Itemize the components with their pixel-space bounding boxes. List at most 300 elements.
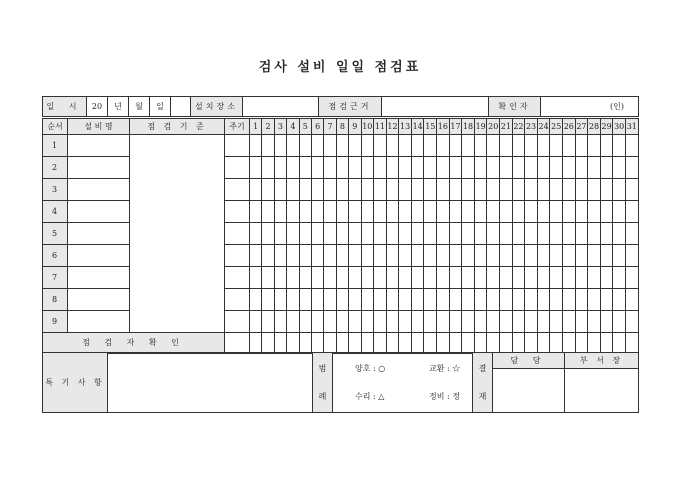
day-cell[interactable] (550, 223, 563, 245)
day-cell[interactable] (324, 267, 336, 289)
inspector-day-cell[interactable] (575, 333, 588, 354)
day-cell[interactable] (386, 245, 399, 267)
day-cell[interactable] (437, 179, 450, 201)
day-cell[interactable] (550, 289, 563, 311)
day-cell[interactable] (575, 179, 588, 201)
day-cell[interactable] (563, 157, 576, 179)
inspector-day-cell[interactable] (386, 333, 399, 354)
day-cell[interactable] (437, 245, 450, 267)
day-cell[interactable] (512, 179, 525, 201)
day-cell[interactable] (487, 179, 500, 201)
day-cell[interactable] (361, 201, 374, 223)
inspector-day-cell[interactable] (250, 333, 262, 354)
day-cell[interactable] (525, 201, 538, 223)
day-cell[interactable] (563, 289, 576, 311)
inspector-day-cell[interactable] (525, 333, 538, 354)
day-cell[interactable] (250, 135, 262, 157)
day-cell[interactable] (625, 157, 638, 179)
day-cell[interactable] (411, 179, 424, 201)
day-cell[interactable] (625, 245, 638, 267)
day-cell[interactable] (600, 289, 613, 311)
inspector-day-cell[interactable] (287, 333, 299, 354)
inspector-day-cell[interactable] (462, 333, 475, 354)
day-cell[interactable] (575, 135, 588, 157)
day-cell[interactable] (525, 311, 538, 333)
day-cell[interactable] (474, 245, 487, 267)
day-cell[interactable] (299, 179, 311, 201)
day-cell[interactable] (537, 267, 550, 289)
day-cell[interactable] (437, 289, 450, 311)
day-cell[interactable] (449, 179, 462, 201)
day-cell[interactable] (274, 179, 286, 201)
day-cell[interactable] (361, 223, 374, 245)
day-cell[interactable] (525, 267, 538, 289)
day-cell[interactable] (462, 223, 475, 245)
day-cell[interactable] (474, 289, 487, 311)
day-cell[interactable] (287, 179, 299, 201)
day-cell[interactable] (625, 179, 638, 201)
day-cell[interactable] (336, 135, 348, 157)
day-cell[interactable] (386, 267, 399, 289)
day-cell[interactable] (399, 245, 412, 267)
day-cell[interactable] (600, 157, 613, 179)
day-cell[interactable] (437, 223, 450, 245)
location-field[interactable] (243, 97, 319, 117)
day-cell[interactable] (349, 179, 361, 201)
day-cell[interactable] (287, 201, 299, 223)
day-cell[interactable] (437, 201, 450, 223)
day-cell[interactable] (537, 245, 550, 267)
day-cell[interactable] (462, 267, 475, 289)
day-cell[interactable] (361, 179, 374, 201)
day-cell[interactable] (588, 135, 601, 157)
day-cell[interactable] (287, 157, 299, 179)
day-cell[interactable] (424, 201, 437, 223)
day-cell[interactable] (550, 267, 563, 289)
day-cell[interactable] (299, 223, 311, 245)
day-cell[interactable] (262, 179, 274, 201)
day-cell[interactable] (399, 267, 412, 289)
day-cell[interactable] (399, 223, 412, 245)
day-cell[interactable] (512, 201, 525, 223)
day-cell[interactable] (349, 289, 361, 311)
day-cell[interactable] (324, 179, 336, 201)
day-cell[interactable] (349, 157, 361, 179)
day-cell[interactable] (311, 223, 323, 245)
day-cell[interactable] (487, 289, 500, 311)
equipment-cell[interactable] (68, 311, 130, 333)
day-cell[interactable] (474, 201, 487, 223)
day-cell[interactable] (386, 157, 399, 179)
day-cell[interactable] (399, 311, 412, 333)
day-cell[interactable] (500, 289, 513, 311)
day-cell[interactable] (500, 267, 513, 289)
inspector-day-cell[interactable] (361, 333, 374, 354)
day-cell[interactable] (512, 245, 525, 267)
day-cell[interactable] (262, 135, 274, 157)
day-cell[interactable] (274, 223, 286, 245)
day-cell[interactable] (299, 245, 311, 267)
day-cell[interactable] (449, 267, 462, 289)
day-cell[interactable] (487, 201, 500, 223)
day-cell[interactable] (374, 157, 387, 179)
day-cell[interactable] (487, 267, 500, 289)
day-cell[interactable] (386, 289, 399, 311)
day-cell[interactable] (399, 135, 412, 157)
day-cell[interactable] (474, 135, 487, 157)
criteria-cell[interactable] (130, 135, 225, 333)
day-cell[interactable] (399, 289, 412, 311)
day-cell[interactable] (411, 201, 424, 223)
day-cell[interactable] (575, 223, 588, 245)
day-cell[interactable] (250, 201, 262, 223)
day-cell[interactable] (361, 157, 374, 179)
day-cell[interactable] (575, 311, 588, 333)
day-cell[interactable] (324, 311, 336, 333)
day-cell[interactable] (411, 223, 424, 245)
day-cell[interactable] (563, 223, 576, 245)
confirmer-seal[interactable]: (인) (541, 97, 639, 117)
day-cell[interactable] (374, 201, 387, 223)
day-cell[interactable] (374, 135, 387, 157)
day-cell[interactable] (349, 201, 361, 223)
day-cell[interactable] (250, 289, 262, 311)
day-cell[interactable] (500, 157, 513, 179)
day-cell[interactable] (311, 179, 323, 201)
day-cell[interactable] (537, 311, 550, 333)
day-cell[interactable] (525, 179, 538, 201)
day-cell[interactable] (336, 267, 348, 289)
day-cell[interactable] (537, 179, 550, 201)
day-cell[interactable] (588, 201, 601, 223)
day-cell[interactable] (311, 289, 323, 311)
day-cell[interactable] (474, 311, 487, 333)
day-cell[interactable] (613, 311, 626, 333)
day-cell[interactable] (600, 201, 613, 223)
inspector-day-cell[interactable] (311, 333, 323, 354)
day-cell[interactable] (361, 289, 374, 311)
inspector-day-cell[interactable] (550, 333, 563, 354)
day-cell[interactable] (613, 223, 626, 245)
day-cell[interactable] (386, 311, 399, 333)
day-cell[interactable] (287, 289, 299, 311)
day-cell[interactable] (550, 245, 563, 267)
day-cell[interactable] (462, 179, 475, 201)
day-cell[interactable] (424, 245, 437, 267)
inspector-day-cell[interactable] (563, 333, 576, 354)
day-cell[interactable] (411, 311, 424, 333)
day-cell[interactable] (299, 201, 311, 223)
day-cell[interactable] (399, 201, 412, 223)
day-cell[interactable] (311, 267, 323, 289)
day-cell[interactable] (437, 311, 450, 333)
day-cell[interactable] (525, 157, 538, 179)
day-cell[interactable] (262, 157, 274, 179)
day-cell[interactable] (588, 245, 601, 267)
day-cell[interactable] (374, 311, 387, 333)
cycle-cell[interactable] (225, 223, 250, 245)
day-cell[interactable] (487, 223, 500, 245)
day-cell[interactable] (550, 179, 563, 201)
day-cell[interactable] (500, 135, 513, 157)
day-cell[interactable] (386, 201, 399, 223)
day-cell[interactable] (537, 289, 550, 311)
day-cell[interactable] (262, 267, 274, 289)
inspector-day-cell[interactable] (474, 333, 487, 354)
day-cell[interactable] (600, 135, 613, 157)
day-cell[interactable] (311, 245, 323, 267)
day-cell[interactable] (424, 311, 437, 333)
day-cell[interactable] (512, 135, 525, 157)
inspector-day-cell[interactable] (588, 333, 601, 354)
day-cell[interactable] (336, 311, 348, 333)
inspector-day-cell[interactable] (613, 333, 626, 354)
day-cell[interactable] (274, 289, 286, 311)
day-cell[interactable] (625, 289, 638, 311)
inspector-day-cell[interactable] (324, 333, 336, 354)
day-cell[interactable] (336, 289, 348, 311)
day-cell[interactable] (449, 201, 462, 223)
day-cell[interactable] (588, 223, 601, 245)
day-cell[interactable] (299, 311, 311, 333)
day-cell[interactable] (500, 201, 513, 223)
equipment-cell[interactable] (68, 289, 130, 311)
day-cell[interactable] (349, 245, 361, 267)
equipment-cell[interactable] (68, 267, 130, 289)
day-cell[interactable] (537, 201, 550, 223)
day-cell[interactable] (361, 311, 374, 333)
day-cell[interactable] (625, 267, 638, 289)
day-cell[interactable] (600, 267, 613, 289)
inspector-day-cell[interactable] (500, 333, 513, 354)
day-cell[interactable] (512, 311, 525, 333)
day-cell[interactable] (374, 179, 387, 201)
inspector-day-cell[interactable] (424, 333, 437, 354)
day-cell[interactable] (262, 245, 274, 267)
cycle-cell[interactable] (225, 179, 250, 201)
day-cell[interactable] (575, 245, 588, 267)
inspector-day-cell[interactable] (512, 333, 525, 354)
day-cell[interactable] (537, 157, 550, 179)
day-cell[interactable] (374, 223, 387, 245)
day-cell[interactable] (613, 201, 626, 223)
day-cell[interactable] (361, 245, 374, 267)
day-cell[interactable] (349, 223, 361, 245)
day-cell[interactable] (588, 179, 601, 201)
day-cell[interactable] (399, 179, 412, 201)
cycle-cell[interactable] (225, 289, 250, 311)
day-cell[interactable] (324, 245, 336, 267)
day-cell[interactable] (550, 157, 563, 179)
day-cell[interactable] (374, 267, 387, 289)
day-cell[interactable] (563, 267, 576, 289)
day-cell[interactable] (613, 289, 626, 311)
day-cell[interactable] (537, 135, 550, 157)
day-cell[interactable] (449, 289, 462, 311)
day-cell[interactable] (274, 135, 286, 157)
day-cell[interactable] (274, 157, 286, 179)
inspector-day-cell[interactable] (487, 333, 500, 354)
day-cell[interactable] (424, 267, 437, 289)
inspector-day-cell[interactable] (299, 333, 311, 354)
day-cell[interactable] (487, 157, 500, 179)
day-cell[interactable] (287, 223, 299, 245)
day-cell[interactable] (600, 311, 613, 333)
day-cell[interactable] (474, 223, 487, 245)
basis-field[interactable] (382, 97, 489, 117)
inspector-day-cell[interactable] (411, 333, 424, 354)
inspector-day-cell[interactable] (349, 333, 361, 354)
day-cell[interactable] (324, 201, 336, 223)
day-cell[interactable] (474, 267, 487, 289)
day-cell[interactable] (324, 135, 336, 157)
day-cell[interactable] (274, 311, 286, 333)
day-cell[interactable] (600, 179, 613, 201)
day-cell[interactable] (613, 267, 626, 289)
day-cell[interactable] (250, 179, 262, 201)
day-cell[interactable] (250, 223, 262, 245)
day-cell[interactable] (487, 245, 500, 267)
day-cell[interactable] (311, 201, 323, 223)
day-cell[interactable] (299, 157, 311, 179)
day-cell[interactable] (588, 289, 601, 311)
day-cell[interactable] (336, 179, 348, 201)
day-cell[interactable] (449, 311, 462, 333)
day-cell[interactable] (424, 157, 437, 179)
day-cell[interactable] (525, 135, 538, 157)
equipment-cell[interactable] (68, 245, 130, 267)
cycle-cell[interactable] (225, 135, 250, 157)
day-cell[interactable] (588, 267, 601, 289)
day-cell[interactable] (437, 157, 450, 179)
day-cell[interactable] (324, 289, 336, 311)
day-cell[interactable] (625, 223, 638, 245)
day-cell[interactable] (525, 223, 538, 245)
day-cell[interactable] (411, 157, 424, 179)
day-cell[interactable] (324, 223, 336, 245)
equipment-cell[interactable] (68, 223, 130, 245)
approver-head-sign[interactable] (565, 369, 639, 413)
day-cell[interactable] (299, 135, 311, 157)
day-cell[interactable] (462, 289, 475, 311)
inspector-cycle-cell[interactable] (225, 333, 250, 354)
day-cell[interactable] (575, 289, 588, 311)
cycle-cell[interactable] (225, 245, 250, 267)
day-cell[interactable] (262, 201, 274, 223)
day-cell[interactable] (462, 311, 475, 333)
day-cell[interactable] (349, 135, 361, 157)
day-cell[interactable] (500, 245, 513, 267)
day-cell[interactable] (299, 267, 311, 289)
day-cell[interactable] (474, 179, 487, 201)
day-cell[interactable] (462, 157, 475, 179)
day-cell[interactable] (600, 223, 613, 245)
day-cell[interactable] (411, 289, 424, 311)
day-cell[interactable] (411, 245, 424, 267)
day-cell[interactable] (550, 311, 563, 333)
day-cell[interactable] (613, 135, 626, 157)
day-cell[interactable] (287, 135, 299, 157)
day-cell[interactable] (250, 245, 262, 267)
day-cell[interactable] (386, 223, 399, 245)
day-cell[interactable] (374, 245, 387, 267)
day-cell[interactable] (500, 223, 513, 245)
cycle-cell[interactable] (225, 157, 250, 179)
day-cell[interactable] (411, 267, 424, 289)
day-cell[interactable] (575, 201, 588, 223)
day-cell[interactable] (349, 311, 361, 333)
day-cell[interactable] (512, 223, 525, 245)
day-cell[interactable] (500, 179, 513, 201)
approver-charge-sign[interactable] (493, 369, 565, 413)
day-cell[interactable] (613, 245, 626, 267)
day-cell[interactable] (424, 179, 437, 201)
notes-field[interactable] (108, 353, 313, 413)
day-cell[interactable] (588, 157, 601, 179)
day-cell[interactable] (625, 311, 638, 333)
day-cell[interactable] (550, 201, 563, 223)
day-cell[interactable] (250, 157, 262, 179)
day-cell[interactable] (437, 135, 450, 157)
day-cell[interactable] (262, 311, 274, 333)
day-cell[interactable] (487, 135, 500, 157)
day-cell[interactable] (449, 223, 462, 245)
day-cell[interactable] (600, 245, 613, 267)
day-cell[interactable] (613, 179, 626, 201)
day-cell[interactable] (575, 267, 588, 289)
day-cell[interactable] (449, 157, 462, 179)
day-cell[interactable] (361, 135, 374, 157)
inspector-day-cell[interactable] (537, 333, 550, 354)
day-cell[interactable] (274, 201, 286, 223)
day-cell[interactable] (563, 135, 576, 157)
day-cell[interactable] (500, 311, 513, 333)
day-cell[interactable] (449, 245, 462, 267)
day-cell[interactable] (336, 201, 348, 223)
day-cell[interactable] (424, 289, 437, 311)
cycle-cell[interactable] (225, 267, 250, 289)
day-cell[interactable] (462, 245, 475, 267)
inspector-day-cell[interactable] (374, 333, 387, 354)
inspector-day-cell[interactable] (274, 333, 286, 354)
day-cell[interactable] (525, 245, 538, 267)
day-cell[interactable] (411, 135, 424, 157)
day-cell[interactable] (462, 135, 475, 157)
day-cell[interactable] (625, 201, 638, 223)
day-cell[interactable] (361, 267, 374, 289)
day-cell[interactable] (625, 135, 638, 157)
day-cell[interactable] (250, 311, 262, 333)
day-cell[interactable] (449, 135, 462, 157)
day-cell[interactable] (399, 157, 412, 179)
day-cell[interactable] (311, 135, 323, 157)
day-cell[interactable] (336, 223, 348, 245)
inspector-day-cell[interactable] (437, 333, 450, 354)
inspector-day-cell[interactable] (336, 333, 348, 354)
day-cell[interactable] (424, 223, 437, 245)
day-cell[interactable] (474, 157, 487, 179)
day-cell[interactable] (336, 157, 348, 179)
inspector-day-cell[interactable] (600, 333, 613, 354)
day-cell[interactable] (550, 135, 563, 157)
day-cell[interactable] (311, 157, 323, 179)
day-cell[interactable] (563, 201, 576, 223)
day-cell[interactable] (563, 179, 576, 201)
day-cell[interactable] (563, 245, 576, 267)
day-cell[interactable] (575, 157, 588, 179)
day-cell[interactable] (287, 245, 299, 267)
cycle-cell[interactable] (225, 311, 250, 333)
